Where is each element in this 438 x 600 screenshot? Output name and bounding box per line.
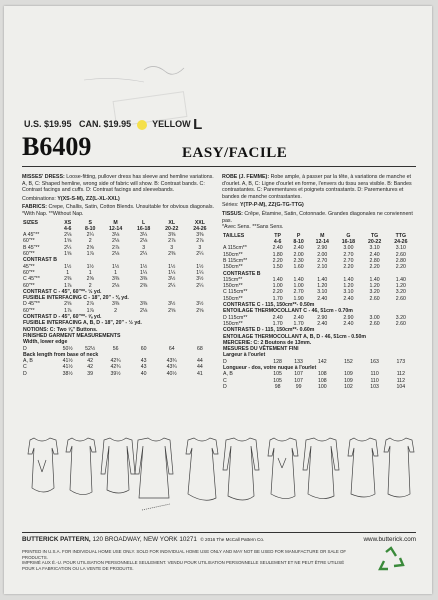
table-cell: 150cm** [223,295,243,302]
table-cell: 2¼ [196,251,204,258]
dress-figure-9 [348,438,378,497]
table-cell: 2.40 [369,251,380,258]
table-cell: MERCERIE: C: 2 Boutons de 13mm. [223,339,312,346]
table-cell: 2.70 [343,257,354,264]
table-cell: 16-18 [341,239,356,246]
table-cell: 2.70 [317,257,328,264]
table-cell: 1¼ [140,269,148,276]
table-cell: A 115cm** [223,245,247,252]
table-cell: 3.20 [395,289,406,296]
table-cell: XXL [194,219,205,226]
table-cell: 2.20 [272,289,283,296]
table-cell: 103 [370,383,379,390]
table-cell: 41½ [62,364,73,371]
website-link[interactable]: www.butterick.com [363,536,416,543]
table-cell: 2⅛ [111,238,120,245]
table-cell: FUSIBLE INTERFACING A, B, D - 18", 20" - ½ yd. [23,320,142,327]
table-cell: 3½ [196,276,204,283]
table-cell: 2.40 [343,320,354,327]
table-cell: 2.90 [317,314,328,321]
table-cell: 8-10 [293,239,304,246]
table-cell: NOTIONS: C: Two ⅝" Buttons. [23,326,98,333]
table-cell: B 45"** [23,244,40,251]
table-cell: 1.50 [272,264,283,271]
table-cell: 41½ [62,358,73,365]
table-cell: 1.80 [272,251,283,258]
table-cell: 1½ [64,263,72,270]
table-cell: 50½ [62,345,73,352]
company-address: 120 BROADWAY, NEW YORK 10271 [92,536,197,543]
table-cell: 60"** [23,251,35,258]
table-cell: 3⅛ [111,232,120,239]
table-cell: 2⅞ [111,244,120,251]
table-cell: 3.10 [369,245,380,252]
table-cell: CONTRASTE C - 115, 150cm**- 0.50m [223,302,315,309]
table-cell: 150cm** [223,283,243,290]
table-cell: 2.40 [272,245,283,252]
table-cell: 2.40 [317,320,328,327]
table-cell: L [142,219,146,226]
table-cell: 1⅞ [64,282,72,289]
table-cell: 163 [370,358,379,365]
table-cell: 3⅜ [111,276,120,283]
table-cell: 2⅝ [86,276,94,283]
table-cell: A 45"** [23,232,40,239]
table-cell: 3⅜ [140,276,148,283]
table-cell: 2¼ [64,244,72,251]
table-row [22,371,214,377]
table-cell: 110 [370,371,379,378]
table-cell: C [223,377,227,384]
table-cell: 3½ [168,276,176,283]
table-cell: CONTRASTE B [223,270,261,277]
table-cell: G [346,232,351,239]
can-price: CAN. $19.95 [79,118,132,129]
table-cell: 60"** [23,307,35,314]
table-cell: A, B [223,371,233,378]
table-cell: 1.40 [343,276,354,283]
table-cell: 2⅜ [64,276,72,283]
table-cell: 3⅜ [111,301,120,308]
table-cell: 1½ [196,263,204,270]
table-row [222,384,414,390]
fabrics-en [22,204,214,217]
fabrics-label: FABRICS: [22,204,48,211]
table-cell: 40½ [166,370,177,377]
table-cell: 1½ [86,263,94,270]
table-cell: 1.60 [293,264,304,271]
yellow-dot-icon [137,120,147,130]
table-cell: 109 [344,371,353,378]
table-cell: 1.40 [369,276,380,283]
handwriting-marks [24,20,418,100]
table-cell: C [23,364,27,371]
table-cell: 2⅜ [168,251,176,258]
table-cell: 64 [168,345,175,352]
table-cell: A, B [23,358,33,365]
header-divider [22,166,416,167]
table-cell: 1⅝ [64,251,72,258]
table-cell: 3.00 [369,314,380,321]
recycle-icon [376,546,406,574]
table-cell: 2.90 [343,314,354,321]
table-cell: CONTRAST B [23,257,58,264]
desc-text-fr: Robe ample, à passer par la tête, à variations de manche et d'ourlet. A, B, C: Ligne d'ourlet en forme, l'envers du tissu sera visible. B: Bandes contrastantes. C: Parementures et poignets contrastants. D: Parementures et bandes de manche contrastantes. [222,174,412,200]
table-cell: 12-14 [108,225,123,232]
table-cell: 42¾ [110,358,121,365]
combinations-value: Y(XS-S-M), ZZ(L-XL-XXL) [57,195,120,202]
table-cell: 2.60 [369,295,380,302]
table-cell: 42 [87,364,94,371]
table-cell: 1⅞ [64,307,72,314]
table-cell: 1.20 [369,283,380,290]
table-cell: 39½ [110,370,121,377]
footer-divider [22,532,416,533]
table-cell: Largeur à l'ourlet [223,352,266,359]
table-cell: 60"** [23,238,35,245]
table-cell: 1¼ [196,269,204,276]
table-cell: 1½ [111,263,120,270]
table-cell: 2¼ [196,282,204,289]
table-cell: 98 [274,383,281,390]
table-cell: 3.20 [395,314,406,321]
table-cell: 3.10 [395,245,406,252]
table-cell: 1.40 [293,276,304,283]
fine-print [22,549,352,571]
desc-text-en: Loose-fitting, pullover dress has sleeve and hemline variations. A, B, C: Shaped hemline, wrong side of fabric will show. B: Contrast bands. C: Contrast facings and cuffs. D: Contrast facings and sleevebands. [22,174,214,194]
table-cell: 2.30 [293,257,304,264]
table-cell: D [23,345,27,352]
table-cell: 2.60 [395,295,406,302]
table-cell: 2.80 [369,257,380,264]
table-cell: Back length from base of neck [23,351,99,358]
table-cell: TTG [395,232,407,239]
dress-figure-1 [28,438,58,492]
table-cell: 2⅛ [140,238,148,245]
table-cell: TP [274,232,281,239]
table-cell: 1.40 [272,276,283,283]
table-cell: 112 [396,377,405,384]
table-cell: 1¼ [168,269,176,276]
table-cell: 1.00 [293,283,304,290]
desc-title-fr: ROBE (J. FEMME): [222,174,270,180]
table-cell: Width, lower edge [23,339,68,346]
table-cell: 150cm** [223,320,243,327]
table-cell: CONTRAST D - 45", 60"**- ⅝ yd. [23,314,102,321]
combinations-en [22,196,214,203]
tissus-fr [222,211,414,231]
table-cell: D [23,370,27,377]
table-cell: 44 [196,364,203,371]
table-cell: 3.10 [343,289,354,296]
table-cell: Longueur - dos, votre nuque à l'ourlet [223,364,317,371]
table-cell: 2.60 [395,251,406,258]
tissus-text: Crêpe, Étamine, Satin, Cotonnade. Grandes diagonales ne conviennent pas. [222,210,413,224]
table-cell: 2⅞ [168,238,176,245]
table-cell: 1.70 [272,295,283,302]
dress-figure-8 [303,438,339,499]
dress-figure-3 [101,438,135,493]
table-cell: 107 [294,377,303,384]
table-cell: TG [370,232,379,239]
table-cell: 105 [273,371,282,378]
table-cell: 3½ [196,301,204,308]
yardage-table-en [22,220,214,377]
table-cell: 128 [273,358,282,365]
table-cell: M [320,232,325,239]
table-cell: 44 [196,358,203,365]
pattern-envelope-back [4,6,432,594]
table-cell: FINISHED GARMENT MEASUREMENTS [23,332,121,339]
table-cell: FUSIBLE INTERFACING C - 18", 20" - ⅜ yd. [23,295,129,302]
table-cell: 2.10 [317,264,328,271]
french-column [222,174,414,390]
table-cell: 2.20 [272,257,283,264]
table-cell: 38½ [62,370,73,377]
table-cell: CONTRASTE D - 115, 150cm**- 0.60m [223,327,315,334]
table-cell: M [113,219,118,226]
table-cell: ENTOILAGE THERMOCOLLANT C - 46, 51cm - 0.70m [223,308,353,315]
nap-note-fr: *Avec Sens. **Sans Sens. [222,224,284,231]
table-cell: 4-6 [63,225,72,232]
table-cell: 2⅞ [196,238,204,245]
table-cell: 3⅜ [140,301,148,308]
table-cell: 1 [88,269,92,276]
table-cell: 2.40 [293,314,304,321]
table-cell: 2.70 [293,289,304,296]
table-cell: 2⅛ [64,232,72,239]
table-cell: 1.40 [395,276,406,283]
table-cell: P [296,232,301,239]
table-cell: S [88,219,92,226]
table-cell: 8-10 [84,225,96,232]
dress-figure-6 [223,438,259,500]
desc-fr [222,174,414,200]
table-cell: 3 [142,244,146,251]
table-cell: 1 [66,269,70,276]
table-cell: 142 [317,358,327,365]
table-cell: 2⅛ [111,251,120,258]
table-cell: CONTRAST C - 45", 60"**- ½ yd. [23,288,102,295]
table-cell: D [223,358,227,365]
table-cell: D 45"** [23,301,40,308]
price-line [24,116,202,133]
table-cell: 60 [140,345,147,352]
table-cell: 2.20 [395,264,406,271]
table-cell: 152 [344,358,353,365]
table-cell: 43 [140,358,147,365]
color-label: YELLOW [152,118,191,129]
copyright-text: © 2016 The McCall Pattern Co. [200,537,265,542]
dress-figure-4 [135,438,173,510]
table-cell: 42¾ [110,364,121,371]
table-cell: D [223,383,227,390]
table-cell: 108 [317,377,327,384]
table-cell: SIZES [23,219,38,226]
table-cell: 3.00 [343,245,354,252]
table-cell: 1.90 [293,295,304,302]
table-cell: 109 [344,377,353,384]
table-cell: 1.20 [317,283,328,290]
table-cell: 52½ [85,345,96,352]
dress-figure-10 [384,438,414,497]
table-cell: 2⅝ [196,307,204,314]
table-cell: 43¾ [166,364,177,371]
table-cell: 1.70 [272,320,283,327]
table-cell: 1.00 [272,283,283,290]
table-cell: 3.20 [369,289,380,296]
series-fr [222,202,414,209]
table-cell: 1½ [140,263,148,270]
table-cell: 20-22 [165,225,179,232]
table-cell: 1⅞ [86,251,94,258]
table-cell: 43 [140,364,147,371]
table-cell: 2⅝ [168,307,176,314]
table-cell: 1.20 [395,283,406,290]
table-cell: 108 [317,371,327,378]
table-cell: 150cm** [223,264,243,271]
table-cell: 2 [88,282,92,289]
english-column [22,174,214,377]
table-cell: 2.00 [293,251,304,258]
table-cell: 100 [317,383,327,390]
table-cell: 3½ [168,301,176,308]
table-cell: 20-22 [367,239,382,246]
tissus-label: TISSUS: [222,210,243,217]
dress-figure-2 [66,438,96,495]
table-cell: 40 [140,370,147,377]
table-cell: 16-18 [137,225,151,232]
table-cell: 1⅝ [64,238,72,245]
table-cell: 24-26 [193,225,207,232]
table-cell: XL [168,219,176,226]
table-cell: 2¼ [140,251,148,258]
table-cell: 3 [198,244,202,251]
table-cell: 105 [273,377,282,384]
table-cell: 2¼ [168,282,176,289]
table-cell: D 115cm** [223,314,248,321]
table-cell: 133 [294,358,303,365]
table-cell: 2.40 [272,314,283,321]
table-cell: TAILLES [223,232,245,239]
table-cell: 2.60 [369,320,380,327]
table-cell: C 45"** [23,276,40,283]
table-cell: 2.60 [395,320,406,327]
table-cell: 1.40 [317,276,328,283]
table-cell: 12-14 [315,239,329,246]
table-cell: XS [64,219,72,226]
table-cell: 41 [196,370,203,377]
table-cell: 60"** [23,269,35,276]
table-cell: MESURES DU VÊTEMENT FINI [223,346,299,353]
table-cell: 2 [114,307,118,314]
table-cell: 2.70 [343,251,354,258]
table-cell: B 115cm** [223,257,248,264]
table-cell: 2.90 [317,245,328,252]
table-cell: 1.70 [293,320,304,327]
table-cell: 39 [87,370,94,377]
table-cell: 104 [396,383,406,390]
table-cell: 45"** [23,263,35,270]
company-name: BUTTERICK PATTERN, [22,536,91,543]
fine-print-fr: IMPRIMÉ AUX É.-U. POUR UTILISATION PERSONNELLE SEULEMENT. VENDU POUR UTILISATION PERSONNELLE SEULEMENT ET NE PEUT ÊTRE UTILISÉ POUR LA FABRICATION OU LA VENTE DE PRODUITS. [22,560,345,571]
table-cell: 2⅞ [86,301,94,308]
table-cell: 43¾ [166,358,177,365]
table-cell: 1⅞ [86,307,94,314]
table-cell: 1½ [168,263,176,270]
table-cell: 2 [88,238,92,245]
table-cell: 4-6 [273,239,282,246]
table-cell: 173 [396,358,406,365]
series-label: Séries: [222,202,239,209]
table-cell: C 115cm** [223,289,248,296]
table-cell: 2.00 [317,251,328,258]
table-cell: 2⅛ [140,307,148,314]
table-cell: 99 [295,383,302,390]
footer-line [22,536,416,543]
table-cell: 1.20 [343,283,354,290]
garment-illustrations [22,434,416,524]
level-label: EASY/FACILE [182,145,288,161]
table-cell: 2.40 [293,245,304,252]
combinations-label: Combinations: [22,195,56,202]
table-cell: 2.40 [343,295,354,302]
table-cell: 60"** [23,282,35,289]
series-value: Y(TP-P-M), ZZ(G-TG-TTG) [239,202,304,209]
table-cell: 2⅛ [111,282,120,289]
nap-note-en: *With Nap. **Without Nap. [22,210,84,217]
desc-title-en: MISSES' DRESS: [22,174,65,180]
table-cell: 2.20 [343,264,354,271]
table-cell: 3⅜ [196,232,204,239]
table-cell: 2.20 [369,264,380,271]
table-cell: 150cm** [223,251,243,258]
table-cell: 2⅜ [140,282,148,289]
table-cell: 3.10 [317,289,328,296]
table-cell: 3¼ [140,232,148,239]
desc-en [22,174,214,194]
table-cell: 3⅜ [168,232,176,239]
fine-print-en: PRINTED IN U.S.A. FOR INDIVIDUAL HOME USE ONLY. SOLD FOR INDIVIDUAL HOME USE ONLY AND MAY NOT BE USED FOR MANUFACTURE OR SALE OF PRODUCTS. [22,549,347,560]
table-cell: 2⅝ [64,301,72,308]
table-cell: ENTOILAGE THERMOCOLLANT A, B, D - 46, 51cm - 0.50m [223,333,366,340]
table-cell: 115cm** [223,276,243,283]
table-cell: 112 [396,371,405,378]
table-cell: 1 [114,269,118,276]
table-cell: 2.40 [317,295,328,302]
yardage-table-fr [222,233,414,390]
pattern-number: B6409 [22,132,92,161]
table-cell: 110 [370,377,379,384]
table-cell: 102 [344,383,353,390]
us-price: U.S. $19.95 [24,118,72,129]
table-cell: 56 [112,345,119,352]
table-cell: 68 [196,345,203,352]
table-cell: 2¼ [86,232,94,239]
table-cell: 2⅝ [86,244,94,251]
table-cell: 24-26 [394,239,408,246]
table-cell: 3 [170,244,174,251]
table-cell: 2.80 [395,257,406,264]
dress-figure-7 [268,438,298,499]
table-cell: 107 [294,371,303,378]
table-cell: 42 [87,358,94,365]
size-letter: L [193,116,203,133]
dress-figure-5 [186,438,218,500]
fabrics-text: Crepe, Challis, Satin, Cotton Blends. Unsuitable for obvious diagonals. [48,204,214,211]
